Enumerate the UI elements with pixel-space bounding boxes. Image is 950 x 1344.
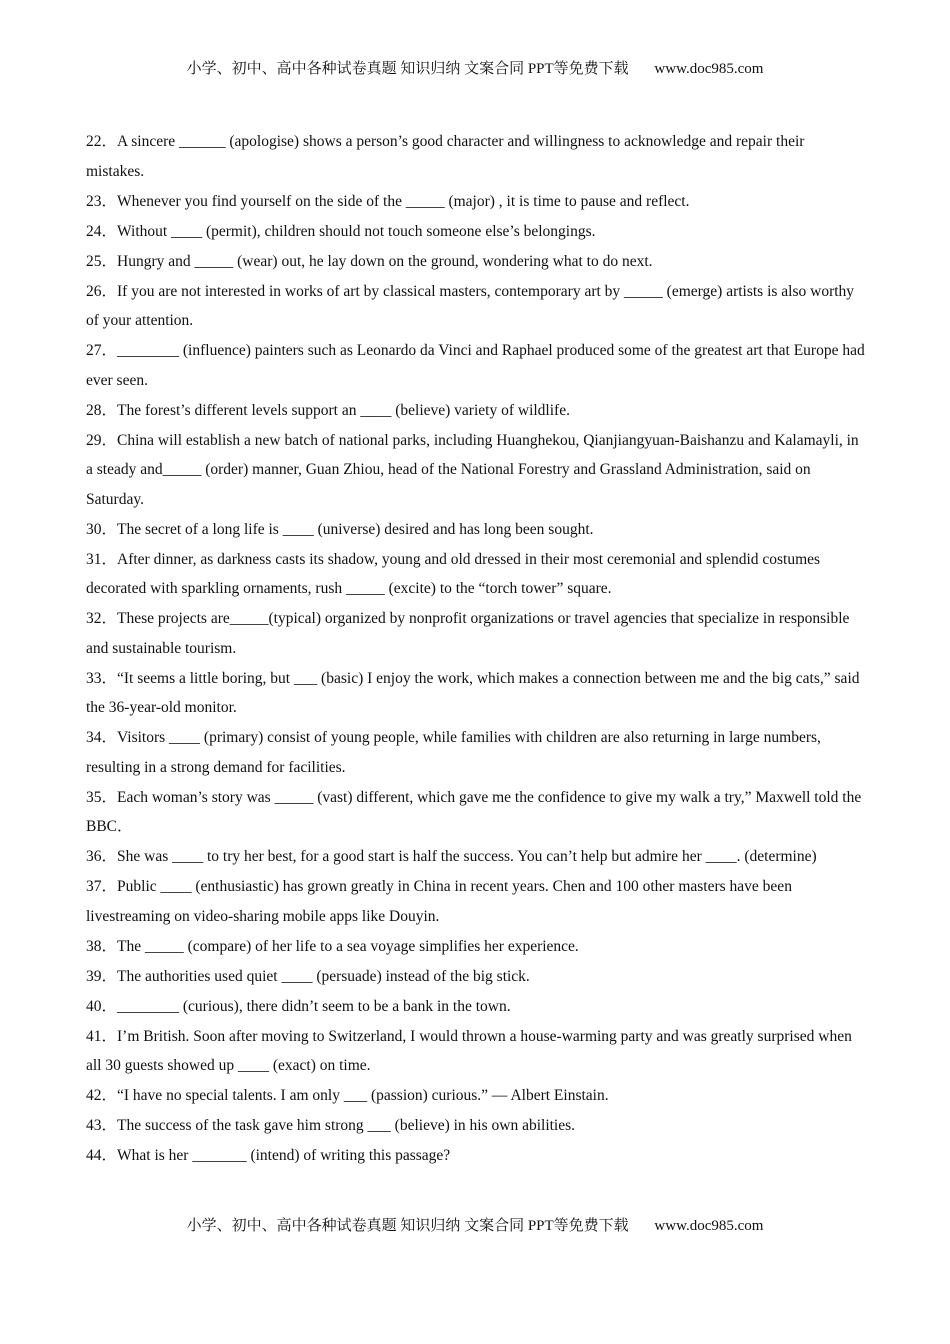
question-41 [86, 1022, 866, 1081]
header-site-link[interactable]: www.doc985.com [654, 61, 764, 77]
question-number: 30． [86, 520, 118, 538]
question-number: 32． [86, 610, 118, 627]
question-text: The secret of a long life is ____ (universe) desired and has long been sought. [117, 520, 594, 538]
question-text: “It seems a little boring, but ___ (basic) I enjoy the work, which makes a connection between me and the big cats,” said the 36-year-old monitor. [86, 669, 860, 716]
question-23 [86, 187, 866, 217]
question-list [86, 127, 866, 1171]
question-26 [86, 277, 866, 336]
question-40 [86, 992, 866, 1022]
question-text: The _____ (compare) of her life to a sea voyage simplifies her experience. [117, 937, 579, 955]
question-text: I’m British. Soon after moving to Switzerland, I would thrown a house-warming party and was greatly surprised when all 30 guests showed up ____ (exact) on time. [86, 1027, 852, 1074]
question-text: If you are not interested in works of art by classical masters, contemporary art by _____ (emerge) artists is also worthy of your attention. [86, 282, 855, 329]
question-number: 24． [86, 222, 118, 240]
question-text: ________ (influence) painters such as Leonardo da Vinci and Raphael produced some of the greatest art that Europe had ever seen. [86, 342, 865, 389]
question-36 [86, 842, 866, 872]
question-number: 38． [86, 937, 118, 955]
question-number: 26． [86, 282, 118, 300]
header-text: 小学、初中、高中各种试卷真题 知识归纳 文案合同 PPT等免费下载 [186, 61, 629, 77]
question-text: The success of the task gave him strong ___ (believe) in his own abilities. [117, 1117, 576, 1134]
question-25 [86, 247, 866, 277]
question-number: 41． [86, 1027, 118, 1045]
question-text: Public ____ (enthusiastic) has grown greatly in China in recent years. Chen and 100 other masters have been livestreaming on video-sharing mobile apps like Douyin. [86, 878, 792, 925]
question-number: 39． [86, 967, 118, 985]
question-text: A sincere ______ (apologise) shows a person’s good character and willingness to acknowledge and repair their mistakes. [86, 133, 805, 180]
question-38 [86, 932, 866, 962]
question-number: 28． [86, 401, 118, 419]
question-text: Hungry and _____ (wear) out, he lay down on the ground, wondering what to do next. [117, 252, 653, 270]
question-22 [86, 127, 866, 186]
question-24 [86, 217, 866, 247]
question-text: Visitors ____ (primary) consist of young people, while families with children are also returning in large numbers, resulting in a strong demand for facilities. [86, 729, 821, 776]
page-header [0, 57, 950, 78]
question-text: Without ____ (permit), children should not touch someone else’s belongings. [117, 222, 596, 240]
question-text: ________ (curious), there didn’t seem to be a bank in the town. [117, 997, 511, 1015]
question-29 [86, 426, 866, 515]
question-text: She was ____ to try her best, for a good start is half the success. You can’t help but admire her ____. (determine) [117, 848, 817, 865]
question-number: 22． [86, 133, 118, 150]
question-42 [86, 1081, 866, 1111]
footer-text: 小学、初中、高中各种试卷真题 知识归纳 文案合同 PPT等免费下载 [186, 1218, 629, 1234]
question-30 [86, 515, 866, 545]
question-27 [86, 336, 866, 395]
question-text: These projects are_____(typical) organized by nonprofit organizations or travel agencies that specialize in responsible and sustainable tourism. [86, 610, 850, 657]
question-number: 43． [86, 1117, 118, 1134]
question-34 [86, 723, 866, 782]
question-number: 40． [86, 997, 118, 1015]
question-text: Whenever you find yourself on the side of the _____ (major) , it is time to pause and reflect. [117, 192, 690, 210]
question-number: 29． [86, 431, 118, 449]
question-33 [86, 664, 866, 723]
question-number: 23． [86, 192, 118, 210]
question-35 [86, 783, 866, 842]
question-number: 37． [86, 878, 118, 895]
question-31 [86, 545, 866, 604]
question-text: Each woman’s story was _____ (vast) different, which gave me the confidence to give my walk a try,” Maxwell told the BBC． [86, 788, 862, 835]
question-text: After dinner, as darkness casts its shadow, young and old dressed in their most ceremonial and splendid costumes decorated with sparkling ornaments, rush _____ (excite) to the “torch tower” square. [86, 550, 821, 597]
question-number: 36． [86, 848, 118, 865]
question-text: The authorities used quiet ____ (persuade) instead of the big stick. [117, 967, 530, 985]
question-number: 31． [86, 550, 118, 568]
question-43 [86, 1111, 866, 1141]
question-28 [86, 396, 866, 426]
question-32 [86, 604, 866, 663]
question-number: 35． [86, 788, 118, 806]
page-footer [0, 1214, 950, 1235]
footer-site-link[interactable]: www.doc985.com [654, 1218, 764, 1234]
question-37 [86, 872, 866, 931]
question-number: 44． [86, 1147, 118, 1164]
question-number: 34． [86, 729, 118, 746]
question-text: What is her _______ (intend) of writing this passage? [117, 1147, 451, 1164]
question-text: “I have no special talents. I am only ___ (passion) curious.” — Albert Einstain. [117, 1087, 609, 1104]
question-44 [86, 1141, 866, 1171]
question-number: 27． [86, 342, 118, 359]
question-number: 42． [86, 1087, 118, 1104]
question-text: China will establish a new batch of national parks, including Huanghekou, Qianjiangyuan-Baishanzu and Kalamayli, in a steady and_____ (order) manner, Guan Zhiou, head of the National Forestry and Grassland Administration, said on Saturday. [86, 431, 859, 508]
question-39 [86, 962, 866, 992]
question-number: 33． [86, 669, 118, 687]
question-text: The forest’s different levels support an ____ (believe) variety of wildlife. [117, 401, 570, 419]
question-number: 25． [86, 252, 118, 270]
